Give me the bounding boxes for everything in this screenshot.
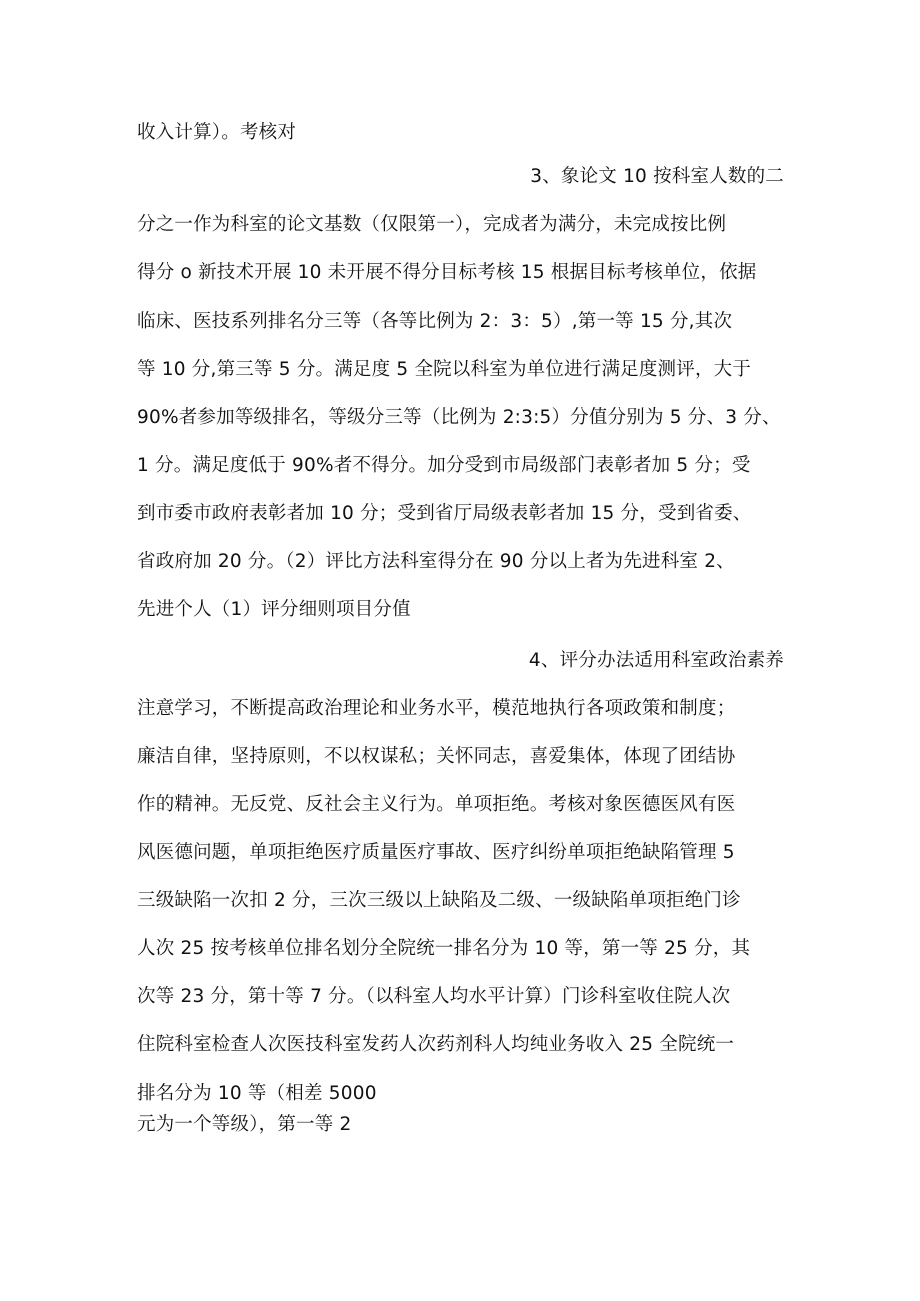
text-line: 作的精神。无反党、反社会主义行为。单项拒绝。考核对象医德医风有医 — [137, 794, 736, 815]
text-line: 得分 o 新技术开展 10 未开展不得分目标考核 15 根据目标考核单位，依据 — [137, 262, 757, 283]
text-line: 三级缺陷一次扣 2 分，三次三级以上缺陷及二级、一级缺陷单项拒绝门诊 — [137, 890, 741, 911]
text-line: 到市委市政府表彰者加 10 分；受到省厅局级表彰者加 15 分，受到省委、 — [137, 503, 752, 524]
text-line: 风医德问题，单项拒绝医疗质量医疗事故、医疗纠纷单项拒绝缺陷管理 5 — [137, 842, 735, 863]
text-line: 收入计算）。考核对 — [137, 122, 297, 143]
text-line: 临床、医技系列排名分三等（各等比例为 2：3：5）,第一等 15 分,其次 — [137, 311, 733, 332]
text-line: 省政府加 20 分。（2）评比方法科室得分在 90 分以上者为先进科室 2、 — [137, 551, 735, 572]
section-heading-3: 3、象论文 10 按科室人数的二 — [530, 166, 784, 187]
text-line: 分之一作为科室的论文基数（仅限第一），完成者为满分，未完成按比例 — [137, 214, 727, 235]
text-line: 先进个人（1）评分细则项目分值 — [137, 599, 411, 620]
text-line: 廉洁自律，坚持原则，不以权谋私；关怀同志，喜爱集体，体现了团结协 — [137, 746, 736, 767]
text-line: 90%者参加等级排名，等级分三等（比例为 2:3:5）分值分别为 5 分、3 分、 — [137, 407, 781, 428]
text-line: 1 分。满足度低于 90%者不得分。加分受到市局级部门表彰者加 5 分；受 — [137, 455, 751, 476]
text-line: 等 10 分,第三等 5 分。满足度 5 全院以科室为单位进行满足度测评，大于 — [137, 359, 752, 380]
section-heading-4: 4、评分办法适用科室政治素养 — [528, 650, 784, 671]
text-line: 排名分为 10 等（相差 5000 — [137, 1083, 377, 1104]
text-line: 次等 23 分，第十等 7 分。（以科室人均水平计算）门诊科室收住院人次 — [137, 986, 731, 1007]
text-line: 注意学习，不断提高政治理论和业务水平，模范地执行各项政策和制度； — [137, 698, 736, 719]
text-line: 人次 25 按考核单位排名划分全院统一排名分为 10 等，第一等 25 分，其 — [137, 938, 751, 959]
text-line: 住院科室检查人次医技科室发药人次药剂科人均纯业务收入 25 全院统一 — [137, 1034, 735, 1055]
text-line: 元为一个等级），第一等 2 — [137, 1114, 352, 1135]
